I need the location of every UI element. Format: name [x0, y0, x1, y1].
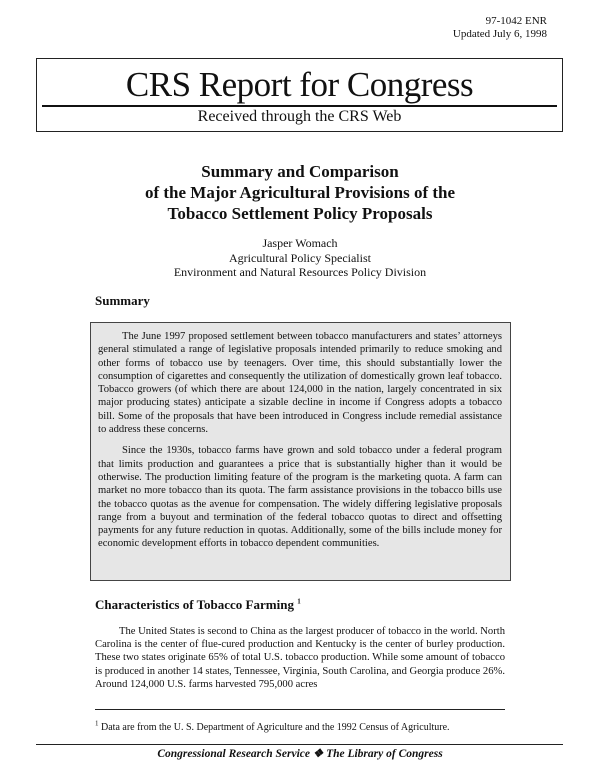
characteristics-heading: [95, 597, 301, 613]
masthead-title: CRS Report for Congress: [125, 65, 474, 104]
footnote-divider: [95, 709, 505, 710]
body-paragraph: The United States is second to China as the largest producer of tobacco in the world. North Carolina is the center of flue-cured production and Kentucky is the center of burley production. These two states originate 65% of total U.S. tobacco production. While some amount of tobacco is produced in another 14 states, Tennessee, Virginia, South Carolina, and Georgia produce 26%. Around 124,000 U.S. farms harvested 795,000 acres: [95, 626, 505, 690]
author-title: Agricultural Policy Specialist: [229, 250, 371, 265]
author-block: [60, 236, 540, 280]
title-line: Tobacco Settlement Policy Proposals: [167, 204, 433, 223]
summary-box: [90, 322, 511, 581]
page-footer: Congressional Research Service ❖ The Library of Congress: [157, 748, 443, 760]
masthead-subtitle: Received through the CRS Web: [197, 108, 402, 125]
footnote-reference[interactable]: 1: [297, 597, 301, 606]
masthead-box: [36, 58, 563, 132]
title-line: Summary and Comparison: [201, 162, 399, 181]
document-title: [60, 161, 540, 224]
footnote-marker: 1: [95, 719, 99, 728]
summary-heading: Summary: [95, 293, 150, 308]
report-number: 97-1042 ENR: [485, 15, 547, 27]
summary-paragraph: Since the 1930s, tobacco farms have grown and sold tobacco under a federal program that limits production and guarantees a price that is substantially higher than it would be otherwise. The production limiting feature of the program is the marketing quota. A farm can market no more tobacco than its quota. The farm assistance provisions in the tobacco bills use the tobacco quotas as the avenue for compensation. The widely differing legislative proposals range from a buyout and termination of the federal tobacco quotas to direct and offsetting payments for any future reduction in quotas. Additionally, some of the bills include money for economic development efforts in tobacco dependent communities.: [98, 445, 502, 550]
footer-divider: [36, 744, 563, 745]
updated-date: Updated July 6, 1998: [452, 28, 547, 40]
author-division: Environment and Natural Resources Policy Division: [173, 265, 427, 279]
report-identifier: [453, 15, 547, 41]
author-name: Jasper Womach: [262, 236, 338, 250]
summary-paragraph: The June 1997 proposed settlement between tobacco manufacturers and states’ attorneys general stimulated a range of legislative proposals intended primarily to reduce smoking and other forms of tobacco use by teenagers. Over time, this should substantially lower the consumption of cigarettes and consequently the utilization of domestically grown leaf tobacco. Tobacco growers (of which there are about 124,000 in the nation, largely concentrated in six major producing states) anticipate a sizable decline in income if Congress adopts a tobacco bill. Some of the proposals that have been introduced in Congress include remedial assistance to address these concerns.: [98, 331, 502, 436]
footnote-text: Data are from the U. S. Department of Agriculture and the 1992 Census of Agriculture.: [101, 722, 450, 733]
characteristics-body: [95, 625, 505, 691]
title-line: of the Major Agricultural Provisions of the: [144, 183, 456, 202]
footnote: [95, 719, 450, 734]
characteristics-heading-text: Characteristics of Tobacco Farming: [95, 597, 294, 612]
